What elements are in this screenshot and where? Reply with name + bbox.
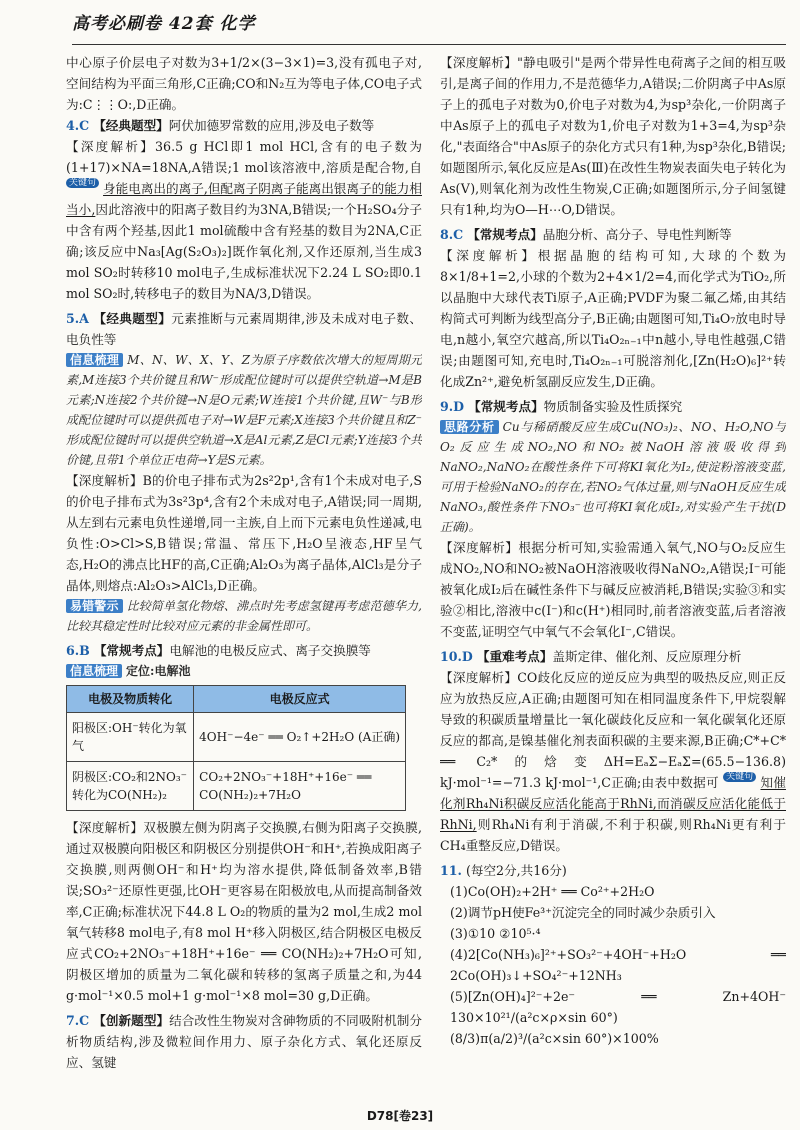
q4-key-sentence: 身能电离出的离子,但配离子阴离子能离出银离子的能力相当小, (66, 181, 422, 217)
q7-topic: 结合改性生物炭对含砷物质的不同吸附机制分析物质结构,涉及微粒间作用力、原子杂化方式、氧化还原反应、氢键 (66, 1013, 422, 1070)
q4-topic: 阿伏加德罗常数的应用,涉及电子数等 (168, 118, 375, 133)
q5-info-text: M、N、W、X、Y、Z为原子序数依次增大的短周期元素,M连接3个共价键且和W⁻形成配位键时可以提供空轨道→M是B元素;N连接2个共价键→N是O元素;W连接1个共价键,且W⁻与B形成配位键时可以提供孤电子对→W是F元素;X连接3个共价键且和Z⁻形成配位键时可以提供空轨道→X是Al元素,Z是Cl元素;Y连接3个共价键,且带1个单位正电荷→Y是S元素。 (66, 353, 422, 467)
q6-info-text: 定位:电解池 (126, 664, 191, 678)
table-row (67, 713, 406, 762)
q9-thinking-label: 思路分析 (440, 420, 499, 434)
q7-number: 7.C (66, 1013, 90, 1028)
q6-heading (66, 640, 422, 661)
q5-analysis: 【深度解析】B的价电子排布式为2s²2p¹,含有1个未成对电子,S的价电子排布式为3s²3p⁴,含有2个未成对电子,A错误;同一周期,从左到右元素电负性递增,同一主族,自上而下元素电负性递减,电负性:O>Cl>S,B错误;常温、常压下,H₂O呈液态,HF呈气态,H₂O的沸点比HF的高,C正确;Al₂O₃为离子晶体,AlCl₃是分子晶体,则熔点:Al₂O₃>AlCl₃,D正确。 (66, 473, 422, 593)
table-cell: 阴极区:CO₂和2NO₃⁻转化为CO(NH₂)₂ (67, 762, 194, 811)
q5-heading (66, 308, 422, 350)
table-header-cell: 电极反应式 (194, 686, 406, 713)
q5-warning-label: 易错警示 (66, 599, 123, 613)
q10-analysis-part1: 【深度解析】CO歧化反应的逆反应为典型的吸热反应,则正反应为放热反应,A正确;由题图可知在相同温度条件下,甲烷裂解导致的积碳质量增量比一氧化碳歧化反应和一氧化碳氧化还原反应的都高,是镍基催化剂表面积碳的主要来源,B正确;C*+C* ══ C₂*的焓变ΔH=EₐΣ−EₐΣ=(65.5−136.8) kJ·mol⁻¹=−71.3 kJ·mol⁻¹,C正确;由表中数据可 (440, 670, 786, 790)
q10-topic: 盖斯定律、催化剂、反应原理分析 (552, 649, 742, 664)
q5-number: 5.A (66, 311, 89, 326)
q4-number: 4.C (66, 118, 90, 133)
q9-thinking-note (440, 417, 786, 537)
q9-heading (440, 396, 786, 417)
q6-analysis: 【深度解析】双极膜左侧为阴离子交换膜,右侧为阳离子交换膜,通过双极膜向阳极区和阴极区分别提供OH⁻和H⁺,若换成阳离子交换膜,则两侧OH⁻和H⁺均为溶水提供,降低制备效率,B错误;SO₃²⁻还原性更强,比OH⁻更容易在阳极放电,从而提高制备效率,C正确;标准状况下44.8 L O₂的物质的量为2 mol,生成2 mol氧气转移8 mol电子,有8 mol H⁺移入阴极区,结合阴极区电极反应式CO₂+2NO₃⁻+18H⁺+16e⁻ ══ CO(NH₂)₂+7H₂O可知,阴极区增加的质量为二氧化碳和转移的氢离子质量之和,为44 g·mol⁻¹×0.5 mol+1 g·mol⁻¹×8 mol=30 g,D正确。 (66, 820, 422, 1003)
q7-heading (66, 1010, 422, 1073)
q9-topic: 物质制备实验及性质探究 (543, 399, 683, 414)
q7-analysis: 【深度解析】"静电吸引"是两个带异性电荷离子之间的相互吸引,是离子间的作用力,不是范德华力,A错误;二价阴离子中As原子上的孤电子对数为0,价电子对数为4,为sp³杂化,一价阴离子中As原子上的孤电子对数为1,价电子对数为1+3=4,为sp³杂化,"表面络合"中As原子的杂化方式只有1种,为sp³杂化,B错误;如题图所示,氧化反应是As(Ⅲ)在改性生物炭表面失电子转化为As(Ⅴ),则氧化剂为改性生物炭,C正确;如题图所示,分子间氢键只有1种,均为O—H⋯O,D错误。 (440, 55, 786, 217)
q4-analysis-part1: 【深度解析】36.5 g HCl即1 mol HCl,含有的电子数为(1+17)×NA=18NA,A错误;1 mol该溶液中,溶质是配合物,自 (66, 139, 422, 175)
q11-answer-5: (5)[Zn(OH)₄]²⁻+2e⁻ ══ Zn+4OH⁻ 130×10²¹/(a²c×ρ×sin 60°) (450, 989, 786, 1025)
q6-info-note (66, 661, 422, 681)
q11-answer-4: (4)2[Co(NH₃)₆]²⁺+SO₃²⁻+4OH⁻+H₂O ══ 2Co(OH)₃↓+SO₄²⁻+12NH₃ (450, 947, 786, 983)
q5-tag: 【经典题型】 (93, 311, 172, 326)
electrode-table (66, 685, 406, 811)
left-column (66, 52, 422, 1090)
q8-heading (440, 224, 786, 245)
key-sentence-badge: 关键句 (66, 178, 99, 188)
q8-analysis: 【深度解析】根据晶胞的结构可知,大球的个数为8×1/8+1=2,小球的个数为2+4×1/2=4,而化学式为TiO₂,所以晶胞中大球代表Ti原子,A正确;PVDF为聚二氟乙烯,由其结构简式可判断为线型高分子,B正确;由题图可知,Ti₄O₇放电时导电,n越小,氧空穴越高,所以Ti₄O₂ₙ₋₁中n越小,导电性越强,C错误;由题图可知,充电时,Ti₄O₂ₙ₋₁可脱溶剂化,[Zn(H₂O)₆]²⁺转化成Zn²⁺,避免析氢副反应发生,D正确。 (440, 248, 786, 389)
table-header-row (67, 686, 406, 713)
q8-tag: 【常规考点】 (467, 227, 543, 242)
q5-warning-note (66, 596, 422, 636)
q11-answer-6: (8/3)π(a/2)³/(a²c×sin 60°)×100% (450, 1031, 659, 1046)
q7-tag: 【创新题型】 (93, 1013, 170, 1028)
q4-heading (66, 115, 422, 136)
table-row (67, 762, 406, 811)
q5-warning-text: 比较简单氢化物熔、沸点时先考虑氢键再考虑范德华力,比较其稳定性时比较对应元素的非金属性即可。 (66, 599, 422, 633)
q10-number: 10.D (440, 649, 473, 664)
q10-tag: 【重难考点】 (476, 649, 553, 664)
q9-thinking-text: Cu与稀硝酸反应生成Cu(NO₃)₂、NO、H₂O,NO与O₂反应生成NO₂,NO和NO₂被NaOH溶液吸收得到NaNO₂,NaNO₂在酸性条件下可将KI氧化为I₂,使淀粉溶液变蓝,可用于检验NaNO₂的存在,若NO₂气体过量,则与NaOH反应生成NaNO₃,酸性条件下NO₃⁻也可将KI氧化成I₂,对实验产生干扰(D正确)。 (440, 420, 786, 534)
q8-number: 8.C (440, 227, 464, 242)
table-cell: CO₂+2NO₃⁻+18H⁺+16e⁻ ══ CO(NH₂)₂+7H₂O (194, 762, 406, 811)
q9-analysis: 【深度解析】根据分析可知,实验需通入氧气,NO与O₂反应生成NO₂,NO和NO₂被NaOH溶液吸收得NaNO₂,A错误;I⁻可能被氧化成I₂后在碱性条件下与碱反应被消耗,B错误;实验③和实验②相比,溶液中c(I⁻)和c(H⁺)相同时,前者溶液变蓝,后者溶液不变蓝,证明空气中氧气不会氧化I⁻,C错误。 (440, 540, 786, 639)
q11-heading (440, 860, 786, 881)
q5-info-label: 信息梳理 (66, 353, 123, 367)
q11-answer-1: (1)Co(OH)₂+2H⁺ ══ Co²⁺+2H₂O (450, 884, 655, 899)
q4-tag: 【经典题型】 (93, 118, 169, 133)
q11-answer-3: (3)①10 ②10⁵·⁴ (450, 926, 541, 941)
q10-heading (440, 646, 786, 667)
q10-key-sentence: 知催化剂Rh₄Ni积碳反应活化能高于RhNi,而消碳反应活化能低于RhNi, (440, 775, 786, 832)
q9-number: 9.D (440, 399, 465, 414)
q6-topic: 电解池的电极反应式、离子交换膜等 (169, 643, 371, 658)
page-number: D78[卷23] (366, 1109, 434, 1123)
q10-analysis (440, 667, 786, 856)
key-sentence-badge: 关键句 (723, 772, 756, 782)
q5-info-note (66, 350, 422, 470)
q6-tag: 【常规考点】 (93, 643, 170, 658)
page-header: 高考必刷卷 42套 化学 (72, 14, 256, 34)
q8-topic: 晶胞分析、高分子、导电性判断等 (542, 227, 732, 242)
table-cell: 阳极区:OH⁻转化为氧气 (67, 713, 194, 762)
q11-score-note: (每空2分,共16分) (465, 863, 567, 878)
header-rule (72, 44, 786, 45)
q4-analysis (66, 136, 422, 304)
q11-number: 11. (440, 863, 462, 878)
table-header-cell: 电极及物质转化 (67, 686, 194, 713)
table-cell: 4OH⁻−4e⁻ ══ O₂↑+2H₂O (A正确) (194, 713, 406, 762)
q6-number: 6.B (66, 643, 90, 658)
q11-answer-2: (2)调节pH使Fe³⁺沉淀完全的同时减少杂质引入 (450, 905, 716, 920)
q5-topic: 元素推断与元素周期律,涉及未成对电子数、电负性等 (66, 311, 422, 347)
right-column (440, 52, 786, 1090)
q4-analysis-part2: 因此溶液中的阳离子数目约为3NA,B错误;一个H₂SO₄分子中含有两个羟基,因此1 mol硫酸中含有羟基的数目为2NA,C正确;该反应中Na₃[Ag(S₂O₃)₂]既作氧化剂,又作还原剂,当生成3 mol SO₂时转移10 mol电子,生成标准状况下2.24 L SO₂即0.1 mol SO₂时,转移电子的数目为NA/3,D错误。 (66, 202, 422, 301)
q9-tag: 【常规考点】 (468, 399, 544, 414)
q10-analysis-part2: 则Rh₄Ni有利于消碳,不利于积碳,则Rh₄Ni更有利于CH₄重整反应,D错误。 (440, 817, 786, 853)
q3-continuation: 中心原子价层电子对数为3+1/2×(3−3×1)=3,没有孤电子对,空间结构为平面三角形,C正确;CO和N₂互为等电子体,CO电子式为:C⋮⋮O:,D正确。 (66, 55, 422, 112)
q6-info-label: 信息梳理 (66, 664, 122, 678)
